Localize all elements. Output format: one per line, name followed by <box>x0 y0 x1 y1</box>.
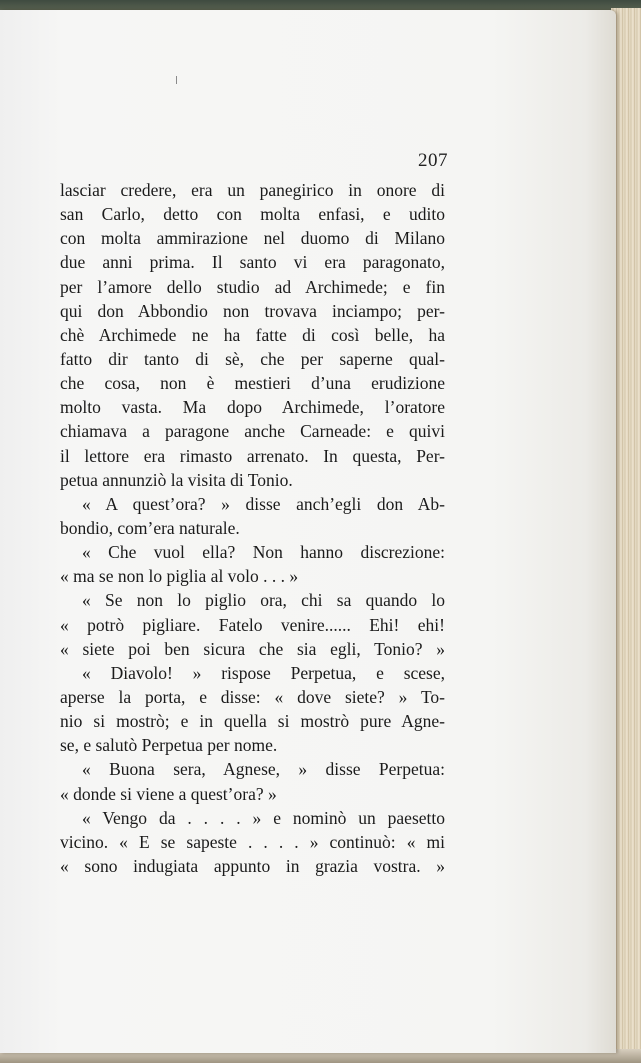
text-line: molto vasta. Ma dopo Archimede, l’oratore <box>60 397 445 418</box>
text-line: san Carlo, detto con molta enfasi, e udito <box>60 204 445 225</box>
body-text <box>60 178 445 878</box>
text-line: lasciar credere, era un panegirico in onore di <box>60 180 445 200</box>
text-line: il lettore era rimasto arrenato. In questa, Per- <box>60 445 445 466</box>
text-line: « ma se non lo piglia al volo . . . » <box>60 566 299 587</box>
text-line: fatto dir tanto di sè, che per saperne qual- <box>60 348 445 369</box>
text-line: « Che vuol ella? Non hanno discrezione: <box>82 542 445 563</box>
text-line: « donde si viene a quest’ora? » <box>60 783 277 804</box>
text-line: chiamava a paragone anche Carneade: e quivi <box>60 421 445 442</box>
text-line: « Vengo da . . . . » e nominò un paesetto <box>82 807 445 828</box>
text-line: per l’amore dello studio ad Archimede; e fin <box>60 276 445 297</box>
text-line: « potrò pigliare. Fatelo venire...... Ehi! ehi! <box>60 614 445 635</box>
text-line: « siete poi ben sicura che sia egli, Tonio? » <box>60 638 445 659</box>
text-line: « Se non lo piglio ora, chi sa quando lo <box>82 590 445 611</box>
text-line: « Diavolo! » rispose Perpetua, e scese, <box>82 662 445 683</box>
book-page <box>0 10 616 1053</box>
text-line: bondio, com’era naturale. <box>60 517 240 538</box>
text-line: « A quest’ora? » disse anch’egli don Ab- <box>82 493 445 514</box>
text-line: chè Archimede ne ha fatte di così belle, ha <box>60 324 445 345</box>
text-line: nio si mostrò; e in quella si mostrò pure Agne- <box>60 711 445 732</box>
text-line: petua annunziò la visita di Tonio. <box>60 469 293 490</box>
text-line: aperse la porta, e disse: « dove siete? » To- <box>60 686 445 707</box>
text-line: due anni prima. Il santo vi era paragonato, <box>60 252 445 273</box>
text-line: qui don Abbondio non trovava inciampo; per- <box>60 300 445 321</box>
text-line: che cosa, non è mestieri d’una erudizione <box>60 373 445 394</box>
text-line: con molta ammirazione nel duomo di Milano <box>60 228 445 249</box>
stray-mark <box>176 76 177 84</box>
text-line: vicino. « E se sapeste . . . . » continuò: « mi <box>60 831 445 852</box>
text-line: « sono indugiata appunto in grazia vostra. » <box>60 855 445 876</box>
page-number: 207 <box>418 150 448 171</box>
text-line: se, e salutò Perpetua per nome. <box>60 735 278 756</box>
text-line: « Buona sera, Agnese, » disse Perpetua: <box>82 759 445 780</box>
